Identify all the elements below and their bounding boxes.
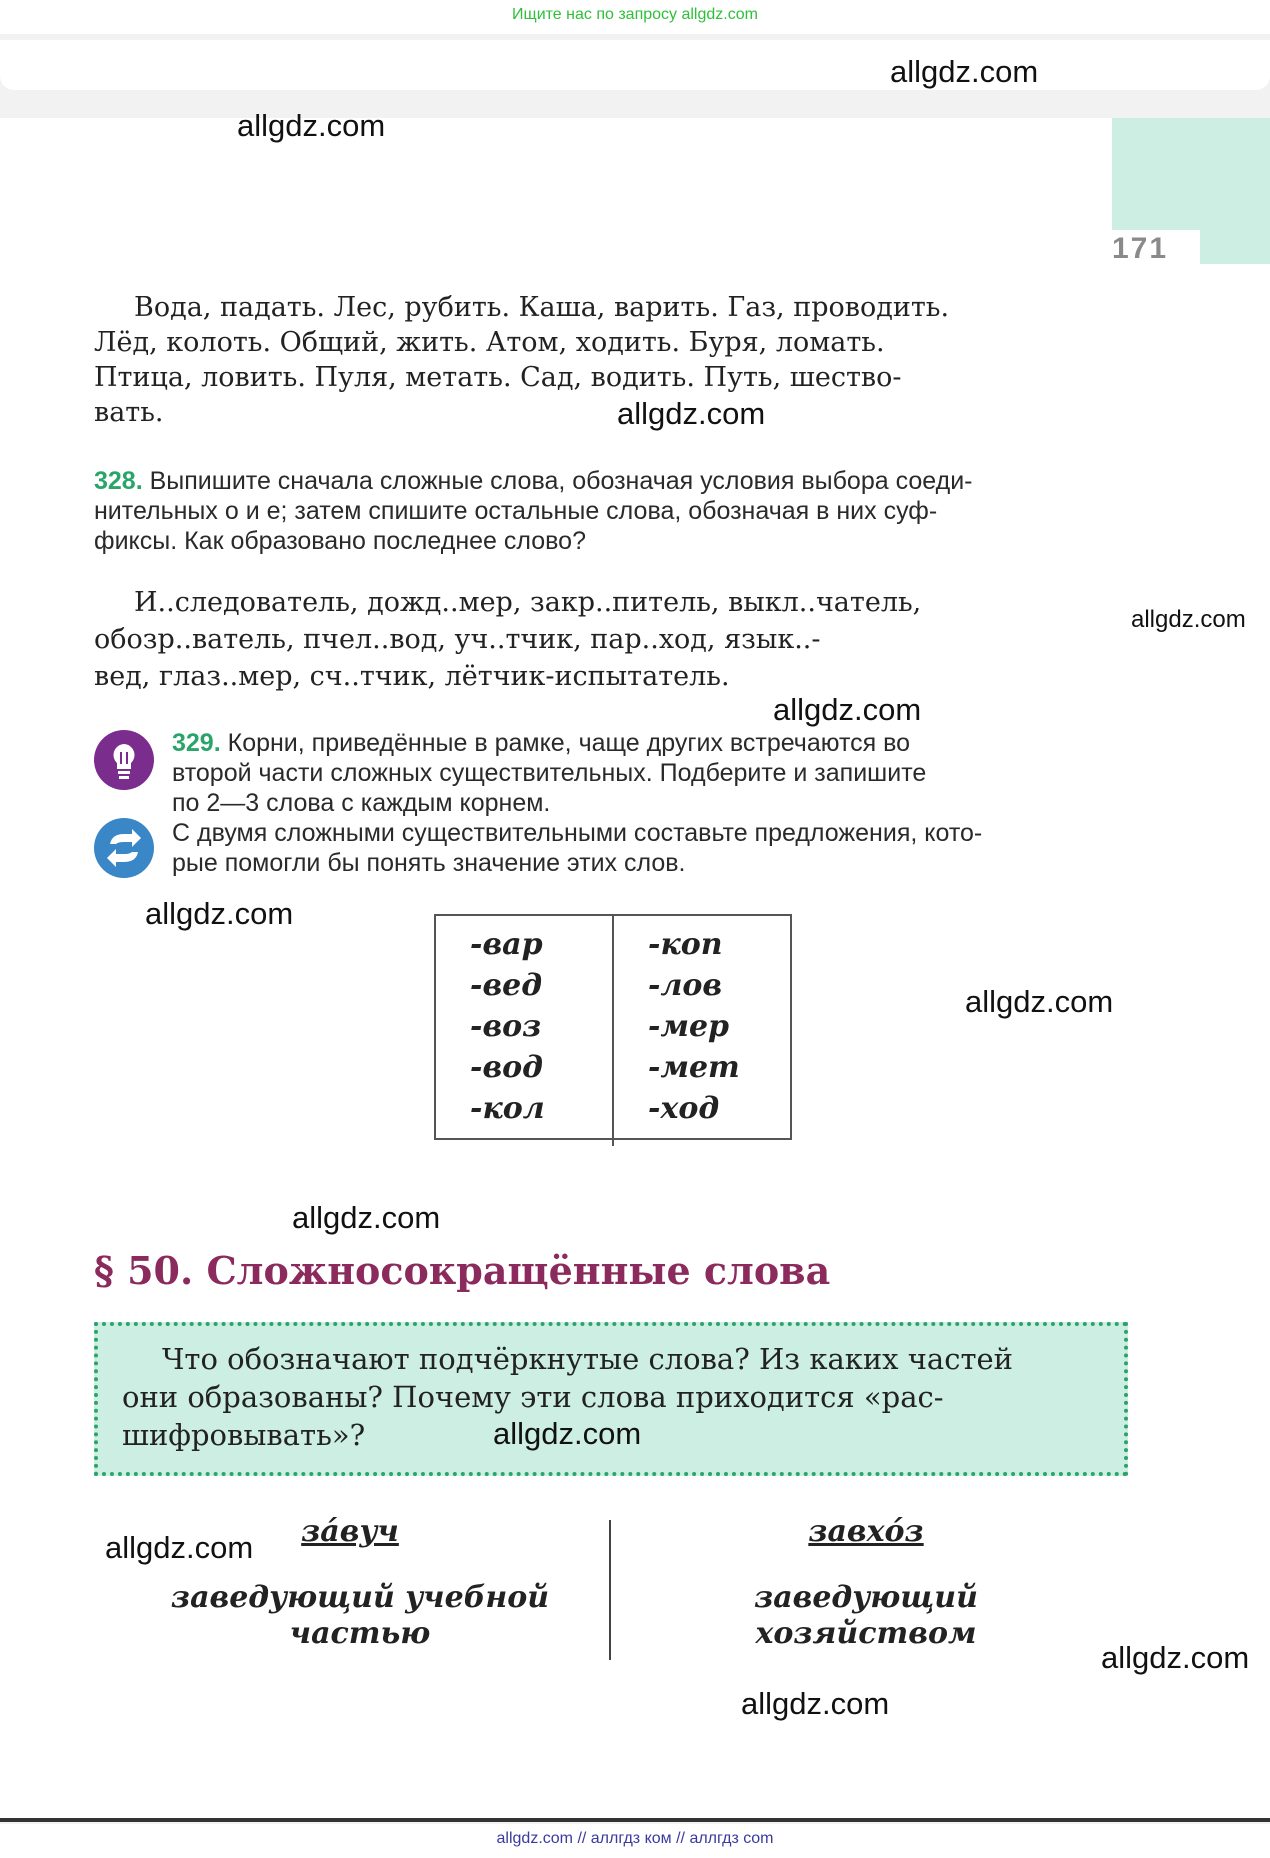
watermark: allgdz.com bbox=[965, 984, 1114, 1019]
task-328 bbox=[94, 466, 1124, 556]
task-line: фиксы. Как образовано последнее слово? bbox=[94, 527, 586, 555]
text-line: Лёд, колоть. Общий, жить. Атом, ходить. Буря, ломать. bbox=[94, 327, 885, 358]
question-line: шифровывать»? bbox=[122, 1418, 366, 1452]
root-item: -кол bbox=[470, 1091, 545, 1126]
roots-left-column bbox=[436, 916, 612, 1146]
watermark: allgdz.com bbox=[773, 692, 922, 727]
watermark: allgdz.com bbox=[1101, 1640, 1250, 1675]
root-item: -вед bbox=[470, 968, 543, 1003]
roots-frame bbox=[434, 914, 792, 1140]
footer-links[interactable]: allgdz.com // аллгдз ком // аллгдз com bbox=[0, 1824, 1270, 1858]
root-item: -вод bbox=[470, 1050, 544, 1085]
promo-text[interactable]: Ищите нас по запросу allgdz.com bbox=[512, 6, 758, 23]
task-line: по 2—3 слова с каждым корнем. bbox=[172, 789, 551, 817]
root-item: -коп bbox=[648, 927, 723, 962]
watermark: allgdz.com bbox=[292, 1200, 441, 1235]
question-line: они образованы? Почему эти слова приходится «рас- bbox=[122, 1380, 944, 1414]
exercise-words-block bbox=[94, 290, 1124, 430]
root-item: -мер bbox=[648, 1009, 730, 1044]
task-line: рые помогли бы понять значение этих слов. bbox=[172, 849, 686, 877]
question-box bbox=[94, 1322, 1128, 1476]
lightbulb-icon bbox=[94, 730, 154, 790]
watermark: allgdz.com bbox=[617, 396, 766, 431]
text-line: И..следователь, дожд..мер, закр..питель, выкл..чатель, bbox=[134, 587, 922, 618]
task-line: 329. Корни, приведённые в рамке, чаще других встречаются во bbox=[172, 729, 910, 757]
abbreviation-meaning: заведующий учебной частью bbox=[170, 1580, 550, 1651]
watermark: allgdz.com bbox=[1131, 606, 1246, 633]
task-328-words bbox=[94, 584, 1124, 695]
watermark: allgdz.com bbox=[145, 896, 294, 931]
text-line: Вода, падать. Лес, рубить. Каша, варить. Газ, проводить. bbox=[134, 292, 950, 323]
roots-right-column bbox=[612, 916, 790, 1146]
abbreviation-word: зáвуч bbox=[301, 1514, 399, 1549]
root-item: -вар bbox=[470, 927, 543, 962]
watermark: allgdz.com bbox=[890, 54, 1039, 89]
text-line: вать. bbox=[94, 397, 164, 428]
root-item: -мет bbox=[648, 1050, 740, 1085]
root-item: -воз bbox=[470, 1009, 542, 1044]
watermark: allgdz.com bbox=[237, 108, 386, 143]
text-line: обозр..ватель, пчел..вод, уч..тчик, пар..ход, язык..- bbox=[94, 624, 821, 655]
task-329 bbox=[172, 728, 1124, 878]
watermark: allgdz.com bbox=[741, 1686, 890, 1721]
text-line: вед, глаз..мер, сч..тчик, лётчик-испытатель. bbox=[94, 661, 730, 692]
header-strip bbox=[0, 40, 1270, 90]
task-line: 328. Выпишите сначала сложные слова, обозначая условия выбора соеди- bbox=[94, 467, 973, 495]
text-line: Птица, ловить. Пуля, метать. Сад, водить. Путь, шество- bbox=[94, 362, 902, 393]
question-line: Что обозначают подчёркнутые слова? Из каких частей bbox=[162, 1342, 1013, 1376]
watermark: allgdz.com bbox=[105, 1530, 254, 1565]
task-line: нительных о и е; затем спишите остальные слова, обозначая в них суф- bbox=[94, 497, 938, 525]
exchange-arrows-icon bbox=[94, 818, 154, 878]
task-number: 328. bbox=[94, 467, 143, 495]
task-number: 329. bbox=[172, 729, 221, 757]
section-title: § 50. Сложносокращённые слова bbox=[94, 1248, 831, 1293]
root-item: -лов bbox=[648, 968, 723, 1003]
page-number: 171 bbox=[1112, 232, 1169, 265]
root-item: -ход bbox=[648, 1091, 720, 1126]
abbreviation-meaning: заведующий хозяйством bbox=[754, 1580, 978, 1651]
page-corner-tab bbox=[1112, 118, 1270, 230]
task-line: С двумя сложными существительными составьте предложения, кото- bbox=[172, 819, 983, 847]
page-corner-tab-lower bbox=[1200, 230, 1270, 264]
abbreviation-word: завхóз bbox=[808, 1514, 924, 1549]
bottom-divider bbox=[0, 1818, 1270, 1822]
task-line: второй части сложных существительных. Подберите и запишите bbox=[172, 759, 927, 787]
watermark: allgdz.com bbox=[493, 1416, 642, 1451]
column-divider bbox=[609, 1520, 611, 1660]
